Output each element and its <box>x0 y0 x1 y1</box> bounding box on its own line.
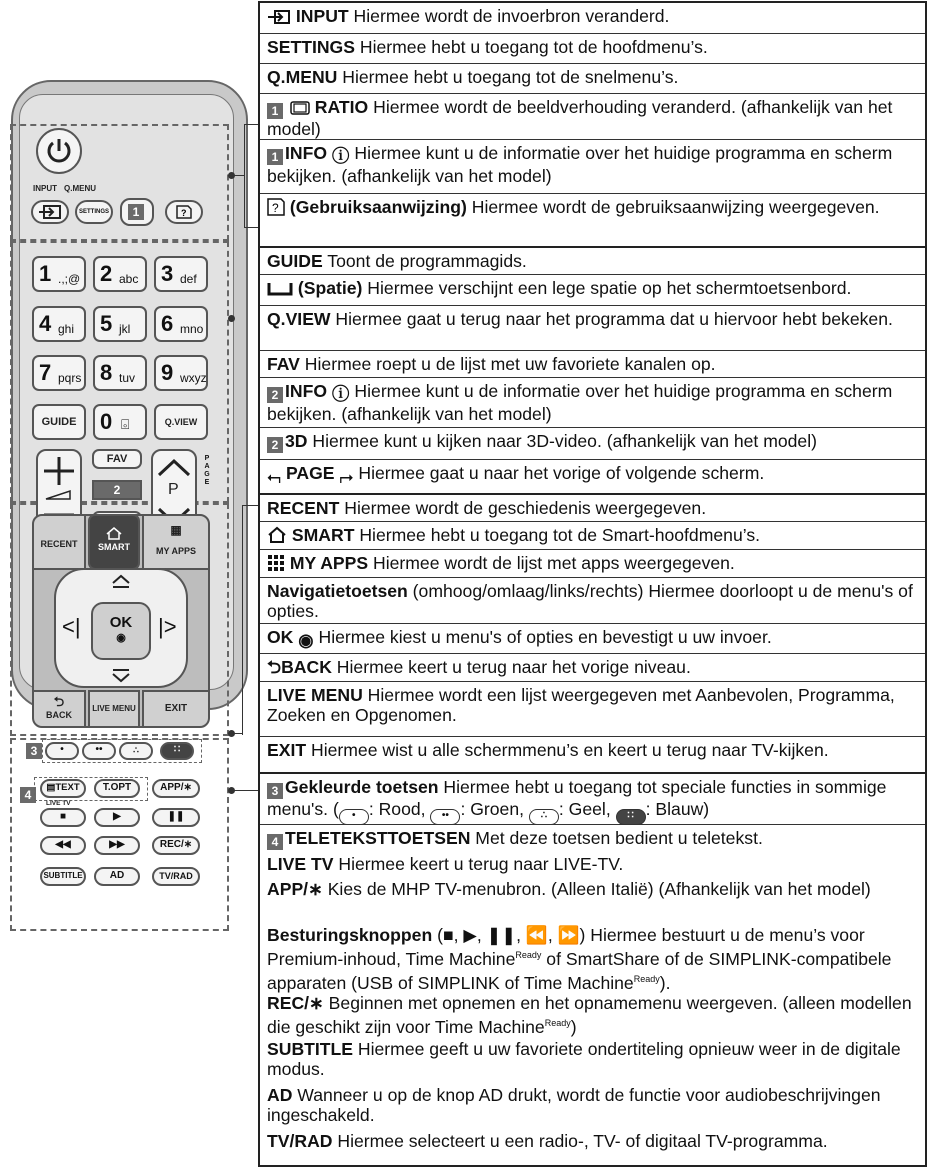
number-key-3[interactable]: 3 def <box>154 256 208 292</box>
row-back: ⮌BACK Hiermee keert u terug naar het vorige niveau. <box>260 653 925 681</box>
input-icon <box>37 204 63 220</box>
number-key-2[interactable]: 2 abc <box>93 256 147 292</box>
manual-icon <box>267 198 285 216</box>
number-key-7[interactable]: 7 pqrs <box>32 355 86 391</box>
number-key-8[interactable]: 8 tuv <box>93 355 147 391</box>
connector-line-3 <box>232 733 242 734</box>
key-1-button[interactable] <box>120 198 154 226</box>
qview-button[interactable]: Q.VIEW <box>154 404 208 440</box>
section-3 <box>260 493 925 772</box>
key-2-badge[interactable]: 2 <box>92 480 142 500</box>
row-recent: RECENT Hiermee wordt de geschiedenis weergegeven. <box>267 498 707 518</box>
zero-space-button[interactable]: 0 ⌻ <box>93 404 147 440</box>
text-button[interactable]: ▤TEXT <box>40 779 86 798</box>
input-icon <box>267 9 291 25</box>
number-key-6[interactable]: 6 mno <box>154 306 208 342</box>
back-arrow-icon: ⮌ <box>267 657 282 677</box>
row-ok: OK ◉ Hiermee kiest u menu's of opties en bevestigt u uw invoer. <box>260 623 925 653</box>
ok-dot-icon: ◉ <box>298 630 314 650</box>
qmenu-label: Q.MENU <box>64 184 96 193</box>
row-3d: 2 3D Hiermee kunt u kijken naar 3D-video. (afhankelijk van het model) <box>260 427 925 459</box>
red-key-icon: • <box>339 809 369 825</box>
connector-dot-2 <box>228 315 235 322</box>
guide-button[interactable]: GUIDE <box>32 404 86 440</box>
row-navigation: Navigatietoetsen (omhoog/omlaag/links/rechts) Hiermee doorloopt u de menu's of opties. <box>260 577 925 623</box>
row-control-buttons: Besturingsknoppen (■, ▶, ❚❚, ⏪, ⏩) Hiermee bestuurt u de menu’s voor Premium-inhoud, Time Machine$^{Ready}$ of SmartShare of de SIMPLINK-compatibele apparaten (USB of SIMPLINK of Time Machine$^{Ready}$). <box>267 925 892 993</box>
smart-button[interactable]: SMART <box>88 514 140 570</box>
row-info-1: 1 INFO ⓘ Hiermee kunt u de informatie over het huidige programma en scherm bekijken. (afhankelijk van het model) <box>260 139 925 193</box>
yellow-key[interactable]: ∴ <box>119 742 153 760</box>
dashed-group-bottom <box>10 738 229 931</box>
app-button[interactable]: APP/∗ <box>152 779 200 798</box>
nav-right-icon[interactable]: |> <box>158 614 177 639</box>
row-page: ⮢ PAGE ⮣ Hiermee gaat u naar het vorige of volgende scherm. <box>260 459 925 495</box>
stop-button[interactable] <box>40 808 86 827</box>
ratio-icon <box>290 100 310 116</box>
back-arrow-icon: ⮌ <box>53 694 65 709</box>
row-color-keys: 3 Gekleurde toetsen Hiermee hebt u toegang tot speciale functies in sommige menu's. ( • : Rood, •• : Groen, ∴ : Geel, ∷ : Blauw) <box>260 774 925 824</box>
key-1-badge: 1 <box>128 204 144 220</box>
blue-key[interactable]: ∷ <box>160 742 194 760</box>
row-live-tv: LIVE TV Hiermee keert u terug naar LIVE-TV. <box>267 854 624 874</box>
teletext-icon: ▤ <box>46 782 56 793</box>
fast-forward-icon: ▶▶ <box>109 839 125 850</box>
manual-icon <box>175 204 193 220</box>
row-exit: EXIT Hiermee wist u alle schermmenu’s en keert u terug naar TV-kijken. <box>260 736 925 774</box>
pause-button[interactable] <box>152 808 200 827</box>
live-menu-button[interactable]: LIVE MENU <box>88 690 140 728</box>
rewind-icon: ◀◀ <box>55 839 71 850</box>
function-table <box>258 1 927 1167</box>
apps-grid-icon <box>267 554 285 572</box>
play-button[interactable] <box>94 808 140 827</box>
nav-down-icon[interactable] <box>109 668 133 684</box>
badge-4: 4 <box>20 787 36 803</box>
power-icon <box>38 130 80 172</box>
my-apps-button[interactable]: ▦ MY APPS <box>142 514 210 570</box>
row-app: APP/∗ Kies de MHP TV-menubron. (Alleen Italië) (Afhankelijk van het model) <box>267 879 871 899</box>
rec-button[interactable]: REC/∗ <box>152 836 200 855</box>
page-label: PAGE <box>204 455 210 486</box>
back-button[interactable]: ⮌ BACK <box>32 690 86 728</box>
number-key-9[interactable]: 9 wxyz <box>154 355 208 391</box>
rewind-button[interactable] <box>40 836 86 855</box>
nav-left-icon[interactable]: <| <box>62 614 81 639</box>
fast-forward-button[interactable] <box>94 836 140 855</box>
home-icon <box>105 526 123 540</box>
row-input: INPUT Hiermee wordt de invoerbron veranderd. <box>260 3 925 33</box>
space-icon <box>267 281 293 297</box>
row-manual: ? (Gebruiksaanwijzing) Hiermee wordt de gebruiksaanwijzing weergegeven. <box>260 193 925 246</box>
subtitle-button[interactable]: SUBTITLE <box>40 867 86 886</box>
svg-text:?: ? <box>181 208 187 218</box>
row-subtitle: SUBTITLE Hiermee geeft u uw favoriete ondertiteling opnieuw weer in de digitale modus. <box>267 1039 901 1079</box>
power-button[interactable] <box>36 128 82 174</box>
live-tv-label: LIVE TV <box>46 800 71 807</box>
p-label: P <box>168 481 179 498</box>
connector-bracket-1 <box>244 124 258 228</box>
connector-bracket-3 <box>242 505 258 735</box>
row-live-menu: LIVE MENU Hiermee wordt een lijst weergegeven met Aanbevolen, Programma, Zoeken en Opgenomen. <box>260 681 925 736</box>
row-qmenu: Q.MENU Hiermee hebt u toegang tot de snelmenu’s. <box>260 63 925 93</box>
row-tvrad: TV/RAD Hiermee selecteert u een radio-, TV- of digitaal TV-programma. <box>267 1131 828 1151</box>
input-label: INPUT <box>33 184 57 193</box>
row-info-2: 2 INFO ⓘ Hiermee kunt u de informatie over het huidige programma en scherm bekijken. (afhankelijk van het model) <box>260 377 925 427</box>
section-1 <box>260 3 925 246</box>
fav-button[interactable]: FAV <box>92 449 142 469</box>
row-space: (Spatie) Hiermee verschijnt een lege spatie op het schermtoetsenbord. <box>260 274 925 305</box>
chevron-up-icon <box>153 457 195 481</box>
topt-button[interactable]: T.OPT <box>94 779 140 798</box>
row-teletext: 4 TELETEKSTTOETSEN Met deze toetsen bedient u teletekst. <box>260 824 925 851</box>
blue-key-icon: ∷ <box>616 809 646 825</box>
row-qview: Q.VIEW Hiermee gaat u terug naar het programma dat u hiervoor hebt bekeken. <box>260 305 925 350</box>
pause-icon: ❚❚ <box>167 811 185 822</box>
home-icon <box>267 526 287 544</box>
connector-line-1 <box>232 175 244 176</box>
row-guide: GUIDE Toont de programmagids. <box>267 251 527 271</box>
tvrad-button[interactable]: TV/RAD <box>152 867 200 886</box>
apps-grid-icon: ▦ <box>170 523 182 537</box>
exit-button[interactable]: EXIT <box>142 690 210 728</box>
green-key-icon: •• <box>430 809 460 825</box>
number-key-1[interactable]: 1 .,;@ <box>32 256 86 292</box>
settings-button[interactable]: SETTINGS <box>75 200 113 224</box>
row-ratio: 1 RATIO Hiermee wordt de beeldverhouding veranderd. (afhankelijk van het model) <box>260 93 925 139</box>
ok-dot-icon: ◉ <box>116 632 126 644</box>
row-ad: AD Wanneer u op de knop AD drukt, wordt de functie voor audiobeschrijvingen ingeschakeld. <box>267 1085 881 1125</box>
arrow-right-icon: ⮣ <box>339 466 354 486</box>
red-key[interactable]: • <box>45 742 79 760</box>
section-4 <box>260 772 925 1169</box>
ok-button[interactable]: OK ◉ <box>91 602 151 660</box>
connector-line-4 <box>232 790 258 791</box>
ad-button[interactable]: AD <box>94 867 140 886</box>
play-icon: ▶ <box>113 811 121 822</box>
manual-button[interactable] <box>165 200 203 224</box>
row-smart: SMART Hiermee hebt u toegang tot de Smart-hoofdmenu’s. <box>260 521 925 549</box>
number-key-5[interactable]: 5 jkl <box>93 306 147 342</box>
badge-3: 3 <box>26 743 42 759</box>
stop-icon: ■ <box>59 811 67 822</box>
recent-button[interactable]: RECENT <box>32 514 86 570</box>
section-2 <box>260 246 925 493</box>
yellow-key-icon: ∴ <box>529 809 559 825</box>
nav-up-icon[interactable] <box>109 573 133 589</box>
row-fav: FAV Hiermee roept u de lijst met uw favoriete kanalen op. <box>260 350 925 377</box>
green-key[interactable]: •• <box>82 742 116 760</box>
row-myapps: MY APPS Hiermee wordt de lijst met apps weergegeven. <box>260 549 925 577</box>
info-icon: ⓘ <box>331 384 350 404</box>
info-icon: ⓘ <box>331 146 350 166</box>
row-settings: SETTINGS Hiermee hebt u toegang tot de hoofdmenu’s. <box>260 33 925 63</box>
row-rec: REC/∗ Beginnen met opnemen en het opnamemenu weergeven. (alleen modellen die geschikt zijn voor Time Machine$^{Ready}$) <box>267 993 912 1037</box>
number-key-4[interactable]: 4 ghi <box>32 306 86 342</box>
svg-text:?: ? <box>272 201 279 215</box>
input-button[interactable] <box>31 200 69 224</box>
arrow-left-icon: ⮢ <box>267 466 282 486</box>
